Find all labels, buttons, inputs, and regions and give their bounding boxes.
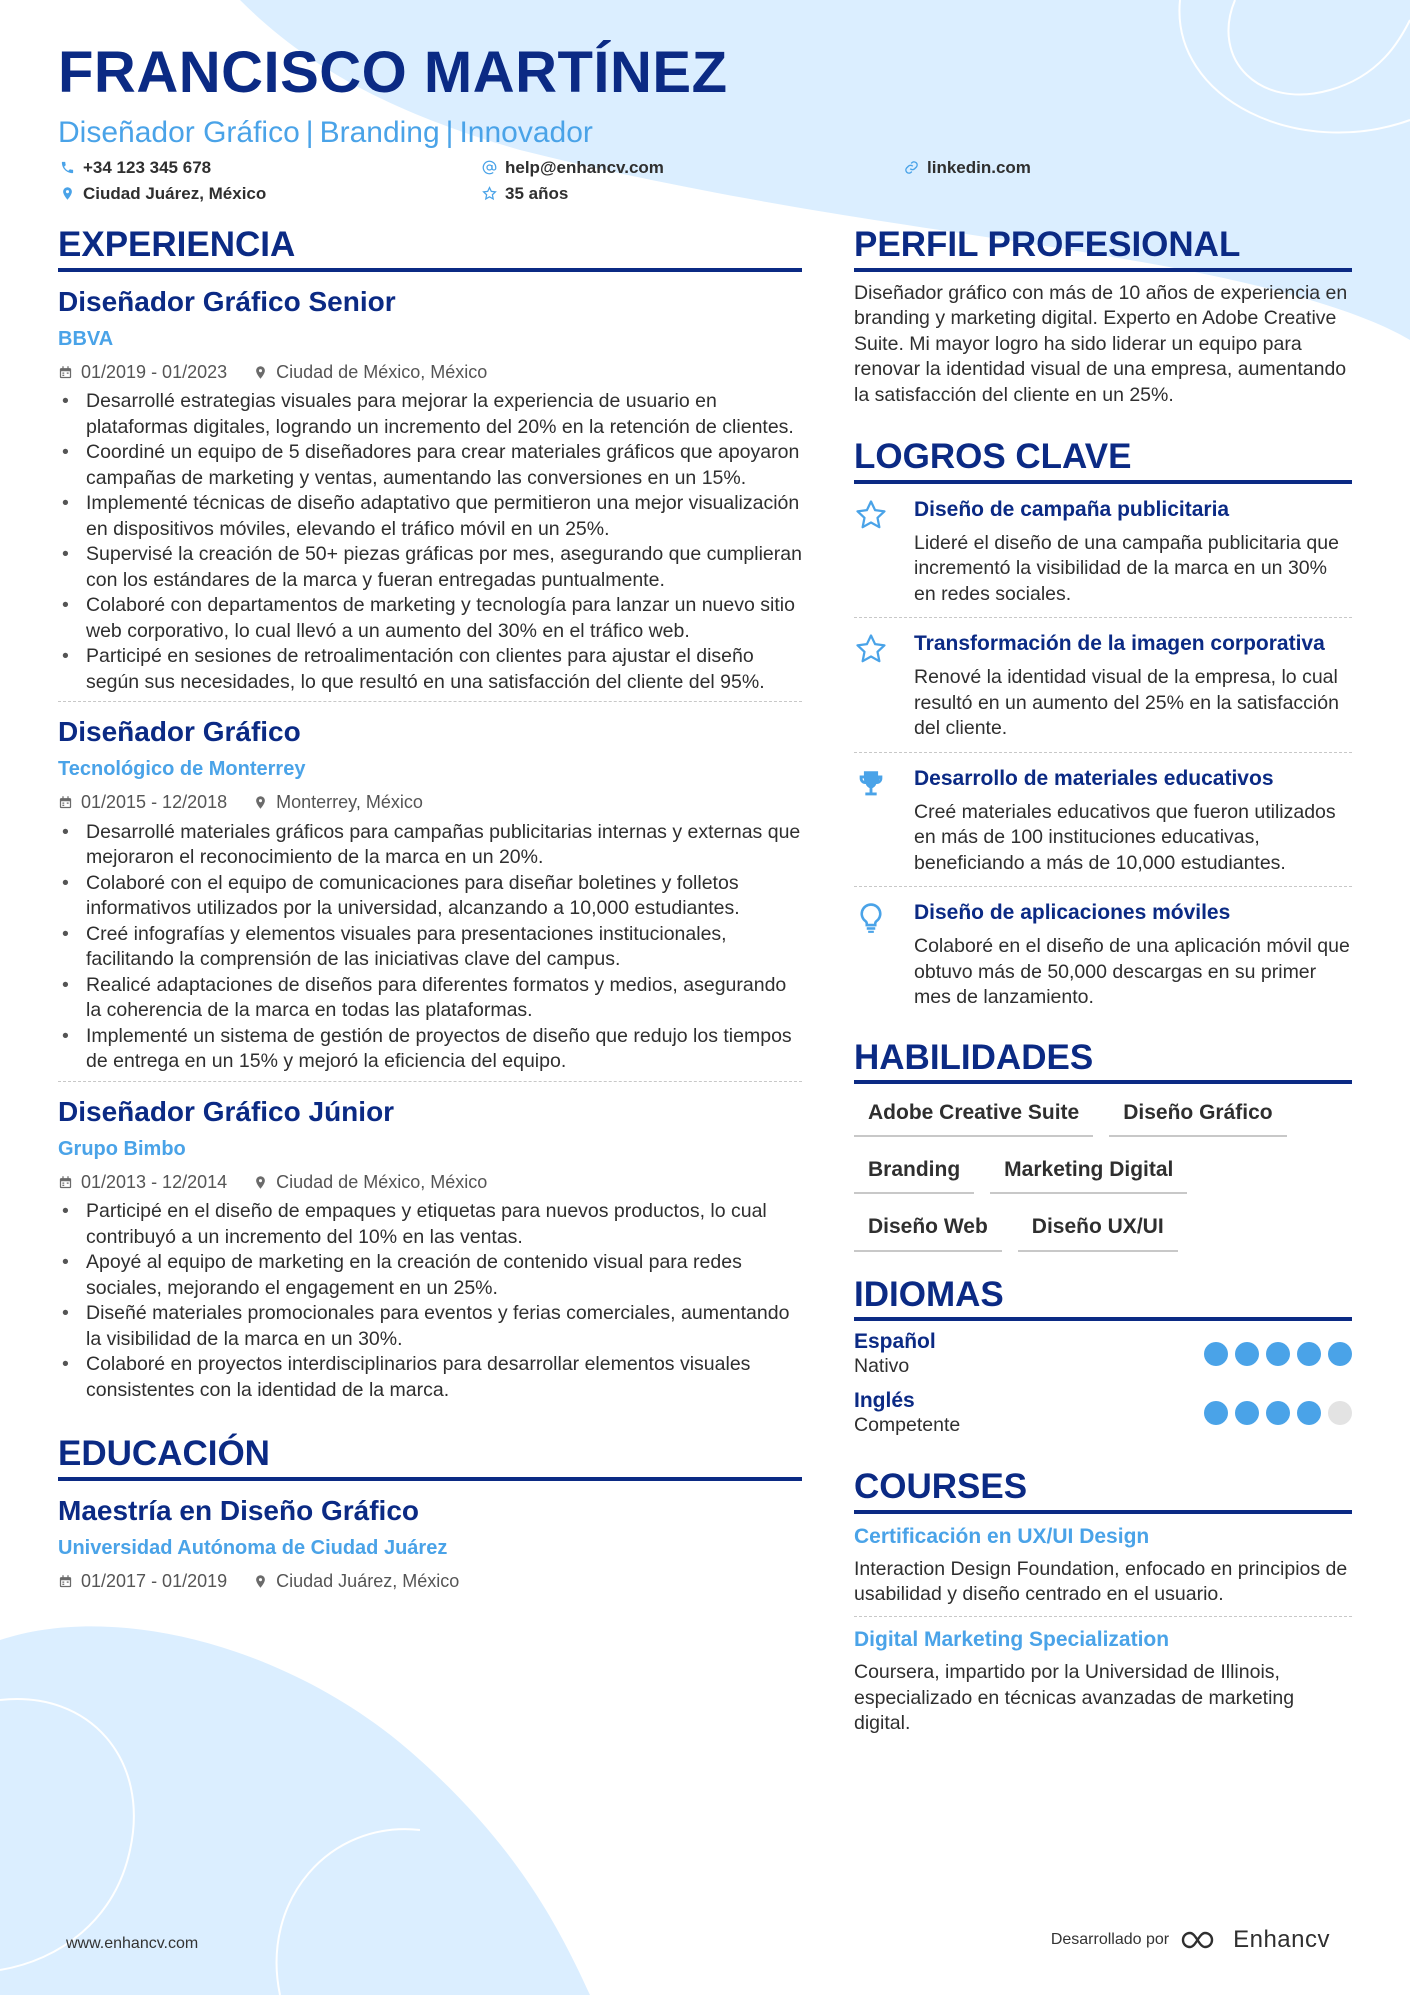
- profile-section-title: PERFIL PROFESIONAL: [854, 226, 1352, 272]
- course-item: [854, 1617, 1352, 1745]
- education-section-title: EDUCACIÓN: [58, 1435, 802, 1481]
- location-pin-icon: [253, 365, 268, 380]
- languages-section-title: IDIOMAS: [854, 1276, 1352, 1322]
- rating-dot-filled: [1328, 1342, 1352, 1366]
- skill-tag: Diseño Gráfico: [1109, 1094, 1286, 1137]
- course-description: Coursera, impartido por la Universidad de Illinois, especializado en técnicas avanzadas de marketing digital.: [854, 1661, 1295, 1734]
- course-item: [854, 1514, 1352, 1617]
- bullet-item: • Implementé técnicas de diseño adaptativo que permitieron una mejor visualización en dispositivos móviles, elevando el tráfico móvil en un 25%.: [58, 491, 802, 542]
- job-dates: 01/2013 - 12/2014: [81, 1171, 228, 1192]
- contact-email[interactable]: [482, 159, 664, 176]
- job-location: Ciudad de México, México: [276, 1171, 488, 1192]
- job-bullets: [58, 1199, 802, 1403]
- headline-separator: |: [445, 116, 454, 149]
- skill-tag: Adobe Creative Suite: [854, 1094, 1093, 1137]
- job-entry: [58, 1082, 802, 1410]
- language-name: Español: [854, 1330, 936, 1354]
- bullet-item: • Desarrollé estrategias visuales para mejorar la experiencia de usuario en plataformas digitales, logrando un incremento del 20% en la retención de clientes.: [58, 389, 802, 440]
- link-icon: [904, 160, 919, 175]
- achievement-title: Diseño de campaña publicitaria: [914, 497, 1230, 521]
- rating-dot-filled: [1204, 1342, 1228, 1366]
- rating-dot-filled: [1266, 1342, 1290, 1366]
- powered-by-label: Desarrollado por: [1050, 1931, 1170, 1948]
- calendar-icon: [58, 365, 73, 380]
- bullet-item: • Colaboré con el equipo de comunicaciones para diseñar boletines y folletos informativos utilizados por la universidad, alcanzando a 10,000 estudiantes.: [58, 871, 802, 922]
- location-pin-icon: [60, 186, 75, 201]
- achievement-description: Renové la identidad visual de la empresa, lo cual resultó en un aumento del 25% en la satisfacción del cliente.: [914, 666, 1339, 739]
- location-pin-icon: [253, 1574, 268, 1589]
- phone-number: +34 123 345 678: [83, 158, 212, 177]
- achievement-description: Colaboré en el diseño de una aplicación móvil que obtuvo más de 50,000 descargas en su primer mes de lanzamiento.: [914, 935, 1350, 1008]
- enhancv-logo-icon: [1179, 1928, 1223, 1952]
- language-level: Nativo: [854, 1355, 910, 1378]
- degree-title: Maestría en Diseño Gráfico: [58, 1494, 420, 1526]
- rating-dot-empty: [1328, 1401, 1352, 1425]
- bullet-item: • Colaboré con departamentos de marketing y tecnología para lanzar un nuevo sitio web corporativo, lo cual llevó a un aumento del 30% en el tráfico web.: [58, 593, 802, 644]
- star-icon: [482, 186, 497, 201]
- job-location: Ciudad de México, México: [276, 361, 488, 382]
- achievements-section-title: LOGROS CLAVE: [854, 438, 1352, 484]
- skills-section-title: HABILIDADES: [854, 1039, 1352, 1085]
- achievement-description: Creé materiales educativos que fueron utilizados en más de 100 instituciones educativas, beneficiando a más de 10,000 estudiantes.: [914, 800, 1336, 874]
- bullet-item: • Realicé adaptaciones de diseños para diferentes formatos y medios, asegurando la coherencia de la marca en todas las plataformas.: [58, 973, 802, 1024]
- job-title: Diseñador Gráfico: [58, 716, 301, 748]
- bullet-item: • Coordiné un equipo de 5 diseñadores para crear materiales gráficos que apoyaron campañas de marketing y ventas, aumentando las conversiones en un 15%.: [58, 440, 802, 491]
- job-bullets: [58, 389, 802, 695]
- education-location: Ciudad Juárez, México: [276, 1570, 460, 1591]
- headline-separator: |: [305, 116, 314, 149]
- achievement-title: Transformación de la imagen corporativa: [914, 632, 1325, 655]
- achievement-item: [854, 753, 1352, 888]
- rating-dot-filled: [1204, 1401, 1228, 1425]
- language-rating: [1204, 1342, 1352, 1366]
- candidate-name: FRANCISCO MARTÍNEZ: [58, 40, 728, 105]
- skill-tag: Diseño UX/UI: [1018, 1208, 1178, 1251]
- trophy-icon: [854, 767, 888, 801]
- footer-brand[interactable]: [1051, 1926, 1330, 1954]
- education-entry: [58, 1481, 802, 1593]
- courses-section-title: COURSES: [854, 1468, 1352, 1514]
- at-icon: [482, 160, 497, 175]
- language-item: [854, 1380, 1352, 1439]
- language-name: Inglés: [854, 1388, 915, 1412]
- lightbulb-icon: [854, 901, 888, 935]
- job-meta: [58, 792, 802, 814]
- job-entry: [58, 702, 802, 1082]
- star-icon: [854, 632, 888, 666]
- contact-location: [60, 185, 266, 202]
- bullet-item: • Creé infografías y elementos visuales para presentaciones institucionales, facilitando la comprensión de las iniciativas clave del campus.: [58, 922, 802, 973]
- headline: [58, 118, 593, 148]
- achievement-item: [854, 887, 1352, 1021]
- job-meta: [58, 362, 802, 384]
- achievement-item: [854, 618, 1352, 753]
- rating-dot-filled: [1297, 1342, 1321, 1366]
- rating-dot-filled: [1297, 1401, 1321, 1425]
- bullet-item: • Participé en sesiones de retroalimentación con clientes para ajustar el diseño según sus necesidades, lo que resultó en una satisfacción del cliente del 95%.: [58, 644, 802, 695]
- profile-summary: Diseñador gráfico con más de 10 años de experiencia en branding y marketing digital. Experto en Adobe Creative Suite. Mi mayor logro ha sido liderar un equipo para renovar la identidad visual de una empresa, aumentando la satisfacción del cliente en un 25%.: [854, 281, 1348, 406]
- course-title: Certificación en UX/UI Design: [854, 1524, 1150, 1548]
- bullet-item: • Participé en el diseño de empaques y etiquetas para nuevos productos, lo cual contribuyó a un incremento del 10% en las ventas.: [58, 1199, 802, 1250]
- skill-tag: Diseño Web: [854, 1208, 1002, 1251]
- footer-website[interactable]: www.enhancv.com: [66, 1935, 199, 1952]
- bullet-item: • Supervisé la creación de 50+ piezas gráficas por mes, asegurando que cumplieran con los estándares de la marca y fueran entregadas puntualmente.: [58, 542, 802, 593]
- course-description: Interaction Design Foundation, enfocado en principios de usabilidad y diseño centrado en el usuario.: [854, 1557, 1348, 1606]
- language-item: [854, 1321, 1352, 1380]
- skill-tag: Branding: [854, 1151, 974, 1194]
- contact-phone[interactable]: [60, 159, 211, 176]
- job-title: Diseñador Gráfico Senior: [58, 285, 396, 317]
- left-column: [58, 226, 802, 1592]
- location-pin-icon: [253, 1175, 268, 1190]
- achievement-title: Desarrollo de materiales educativos: [914, 766, 1274, 790]
- job-bullets: [58, 820, 802, 1075]
- language-level: Competente: [854, 1413, 961, 1436]
- calendar-icon: [58, 795, 73, 810]
- star-icon: [854, 498, 888, 532]
- location-pin-icon: [253, 795, 268, 810]
- right-column: [854, 226, 1352, 1745]
- bullet-item: • Desarrollé materiales gráficos para campañas publicitarias internas y externas que mejoraron el reconocimiento de la marca en un 20%.: [58, 820, 802, 871]
- job-location: Monterrey, México: [276, 792, 423, 813]
- location-text: Ciudad Juárez, México: [83, 184, 267, 203]
- bullet-item: • Apoyé al equipo de marketing en la creación de contenido visual para redes sociales, mejorando el engagement en un 25%.: [58, 1250, 802, 1301]
- contact-age: [482, 185, 568, 202]
- company-name: BBVA: [58, 327, 114, 350]
- job-dates: 01/2019 - 01/2023: [81, 361, 228, 382]
- language-rating: [1204, 1401, 1352, 1425]
- headline-skill: Branding: [319, 116, 440, 149]
- bullet-item: • Implementé un sistema de gestión de proyectos de diseño que redujo los tiempos de entrega en un 15% y mejoró la eficiencia del equipo.: [58, 1024, 802, 1075]
- education-dates: 01/2017 - 01/2019: [81, 1570, 228, 1591]
- brand-name: Enhancv: [1233, 1926, 1330, 1953]
- rating-dot-filled: [1235, 1401, 1259, 1425]
- job-entry: [58, 272, 802, 703]
- company-name: Grupo Bimbo: [58, 1137, 186, 1160]
- skills-list: [854, 1084, 1352, 1266]
- achievement-title: Diseño de aplicaciones móviles: [914, 901, 1231, 924]
- contact-website[interactable]: [904, 159, 1031, 176]
- education-meta: [58, 1571, 802, 1593]
- school-name: Universidad Autónoma de Ciudad Juárez: [58, 1536, 448, 1559]
- phone-icon: [60, 160, 75, 175]
- bullet-item: • Diseñé materiales promocionales para eventos y ferias comerciales, aumentando la visibilidad de la marca en un 30%.: [58, 1301, 802, 1352]
- age-text: 35 años: [505, 184, 569, 203]
- headline-trait: Innovador: [459, 116, 593, 149]
- rating-dot-filled: [1266, 1401, 1290, 1425]
- calendar-icon: [58, 1175, 73, 1190]
- job-dates: 01/2015 - 12/2018: [81, 792, 228, 813]
- job-meta: [58, 1172, 802, 1194]
- rating-dot-filled: [1235, 1342, 1259, 1366]
- calendar-icon: [58, 1574, 73, 1589]
- email-address: help@enhancv.com: [505, 158, 664, 177]
- company-name: Tecnológico de Monterrey: [58, 758, 306, 781]
- experience-section-title: EXPERIENCIA: [58, 226, 802, 272]
- job-title: Diseñador Gráfico Júnior: [58, 1095, 395, 1127]
- achievement-item: [854, 484, 1352, 619]
- achievement-description: Lideré el diseño de una campaña publicitaria que incrementó la visibilidad de la marca en un 30% en redes sociales.: [914, 531, 1339, 605]
- website-link: linkedin.com: [927, 158, 1031, 177]
- course-title: Digital Marketing Specialization: [854, 1627, 1170, 1651]
- skill-tag: Marketing Digital: [990, 1151, 1187, 1194]
- headline-role: Diseñador Gráfico: [58, 116, 300, 149]
- bullet-item: • Colaboré en proyectos interdisciplinarios para desarrollar elementos visuales consistentes con la identidad de la marca.: [58, 1352, 802, 1403]
